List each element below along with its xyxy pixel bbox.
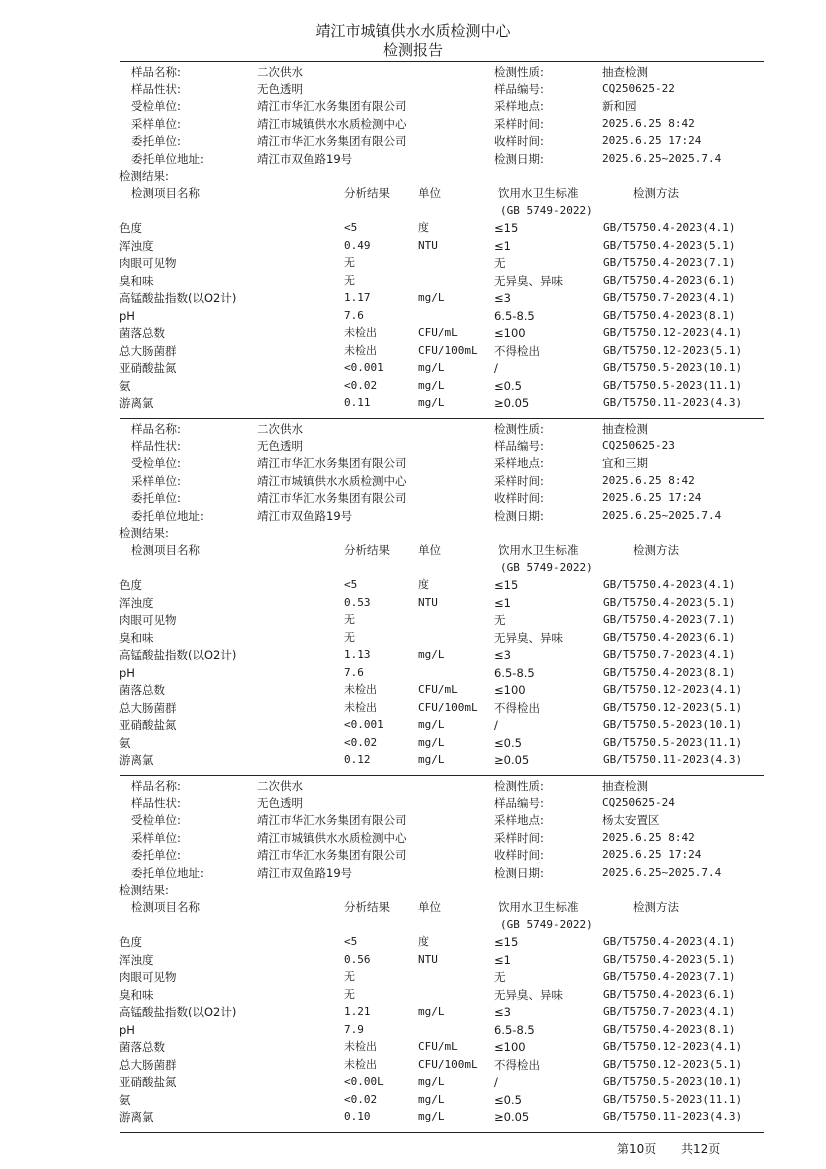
item-result: 1.17 (344, 291, 371, 304)
item-unit: NTU (418, 595, 438, 609)
item-result: 无 (344, 256, 355, 269)
item-name: pH (119, 1022, 135, 1037)
value-sample-no: CQ250625-24 (602, 796, 675, 809)
item-method: GB/T5750.4-2023(5.1) (603, 595, 736, 609)
item-unit: mg/L (418, 718, 445, 731)
value-sampling-time: 2025.6.25 8:42 (602, 831, 695, 844)
item-standard: / (494, 361, 498, 375)
results-heading: 检测结果: (119, 526, 169, 540)
item-name: 总大肠菌群 (119, 343, 177, 358)
item-method: GB/T5750.12-2023(4.1) (603, 683, 743, 696)
col-header-item: 检测项目名称 (131, 186, 200, 200)
item-standard: 无 (494, 613, 506, 627)
value-sampling-unit: 靖江市城镇供水水质检测中心 (257, 474, 407, 488)
value-sampling-unit: 靖江市城镇供水水质检测中心 (257, 831, 407, 845)
item-name: 高锰酸盐指数(以O2计) (119, 648, 237, 662)
item-method: GB/T5750.4-2023(4.1) (603, 935, 736, 948)
item-name: 臭和味 (119, 987, 154, 1002)
item-unit: mg/L (418, 1075, 445, 1088)
item-method: GB/T5750.4-2023(8.1) (603, 308, 736, 322)
value-sample-no: CQ250625-22 (602, 82, 675, 95)
item-unit: 度 (418, 935, 429, 948)
item-result: 无 (344, 273, 355, 287)
item-name: 臭和味 (119, 630, 154, 645)
item-name: 高锰酸盐指数(以O2计) (119, 1005, 237, 1019)
item-unit: mg/L (418, 396, 445, 409)
col-header-result: 分析结果 (344, 900, 390, 914)
col-header-method: 检测方法 (633, 900, 679, 914)
value-receive-time: 2025.6.25 17:24 (602, 491, 702, 504)
value-sample-name: 二次供水 (257, 779, 303, 793)
value-test-date: 2025.6.25~2025.7.4 (602, 866, 722, 879)
item-result: 无 (344, 987, 355, 1001)
item-method: GB/T5750.11-2023(4.3) (603, 1110, 743, 1123)
item-standard: ≤3 (494, 648, 511, 662)
item-method: GB/T5750.12-2023(5.1) (603, 343, 743, 357)
col-header-unit: 单位 (418, 900, 441, 914)
value-test-date: 2025.6.25~2025.7.4 (602, 152, 722, 165)
item-unit: CFU/mL (418, 1040, 458, 1053)
item-method: GB/T5750.4-2023(6.1) (603, 987, 736, 1001)
item-method: GB/T5750.4-2023(6.1) (603, 630, 736, 644)
item-name: 亚硝酸盐氮 (119, 1075, 177, 1089)
col-header-standard-ref: (GB 5749-2022) (500, 918, 593, 931)
item-unit: mg/L (418, 753, 445, 766)
item-name: 浑浊度 (119, 952, 154, 967)
item-name: 氨 (119, 378, 131, 393)
value-sample-property: 无色透明 (257, 796, 303, 810)
item-standard: 6.5-8.5 (494, 665, 535, 680)
item-name: 肉眼可见物 (119, 256, 177, 270)
item-method: GB/T5750.4-2023(7.1) (603, 970, 736, 983)
results-heading: 检测结果: (119, 883, 169, 897)
item-standard: 无 (494, 256, 506, 270)
item-result: 0.11 (344, 396, 371, 409)
value-client-unit: 靖江市华汇水务集团有限公司 (257, 491, 407, 505)
value-inspected-unit: 靖江市华汇水务集团有限公司 (257, 813, 407, 827)
label-client-address: 委托单位地址: (131, 509, 204, 523)
item-result: 无 (344, 630, 355, 644)
value-inspected-unit: 靖江市华汇水务集团有限公司 (257, 456, 407, 470)
item-result: 7.6 (344, 665, 364, 679)
item-unit: CFU/mL (418, 683, 458, 696)
item-method: GB/T5750.5-2023(11.1) (603, 378, 743, 392)
item-result: <0.001 (344, 718, 384, 731)
value-receive-time: 2025.6.25 17:24 (602, 134, 702, 147)
item-unit: 度 (418, 578, 429, 591)
page-total: 共12页 (681, 1142, 721, 1156)
label-sample-no: 样品编号: (494, 439, 544, 453)
label-sampling-time: 采样时间: (494, 831, 544, 845)
item-name: 色度 (119, 221, 142, 235)
label-sample-property: 样品性状: (131, 796, 181, 810)
report-org-title: 靖江市城镇供水水质检测中心 (315, 22, 511, 40)
value-sample-property: 无色透明 (257, 439, 303, 453)
label-sample-no: 样品编号: (494, 82, 544, 96)
item-method: GB/T5750.4-2023(6.1) (603, 273, 736, 287)
item-standard: ≤1 (494, 952, 511, 967)
value-sampling-site: 新和园 (602, 99, 637, 113)
item-method: GB/T5750.4-2023(8.1) (603, 665, 736, 679)
item-result: 0.49 (344, 238, 371, 252)
item-result: 无 (344, 970, 355, 983)
sample-section (0, 0, 826, 410)
value-sample-name: 二次供水 (257, 422, 303, 436)
item-method: GB/T5750.4-2023(7.1) (603, 256, 736, 269)
label-sample-property: 样品性状: (131, 439, 181, 453)
item-name: 浑浊度 (119, 238, 154, 253)
item-unit: NTU (418, 952, 438, 966)
item-standard: ≥0.05 (494, 396, 530, 410)
item-method: GB/T5750.12-2023(5.1) (603, 700, 743, 714)
item-result: 7.6 (344, 308, 364, 322)
item-name: 氨 (119, 1092, 131, 1107)
value-inspected-unit: 靖江市华汇水务集团有限公司 (257, 99, 407, 113)
item-name: 浑浊度 (119, 595, 154, 610)
item-result: 未检出 (344, 343, 377, 357)
col-header-unit: 单位 (418, 543, 441, 557)
value-sampling-site: 宜和三期 (602, 456, 648, 470)
report-title: 检测报告 (382, 41, 443, 59)
label-client-address: 委托单位地址: (131, 866, 204, 880)
label-receive-time: 收样时间: (494, 491, 544, 505)
item-standard: ≤15 (494, 578, 519, 592)
item-unit: mg/L (418, 1110, 445, 1123)
col-header-result: 分析结果 (344, 543, 390, 557)
item-standard: ≤1 (494, 595, 511, 610)
label-test-date: 检测日期: (494, 509, 544, 523)
item-method: GB/T5750.4-2023(4.1) (603, 578, 736, 591)
item-method: GB/T5750.5-2023(11.1) (603, 1092, 743, 1106)
item-standard: ≥0.05 (494, 753, 530, 767)
item-name: 色度 (119, 935, 142, 949)
value-sampling-unit: 靖江市城镇供水水质检测中心 (257, 117, 407, 131)
value-sampling-time: 2025.6.25 8:42 (602, 474, 695, 487)
item-result: <0.02 (344, 735, 378, 749)
item-standard: ≤3 (494, 291, 511, 305)
item-result: 未检出 (344, 700, 377, 714)
item-unit: mg/L (418, 648, 445, 661)
col-header-item: 检测项目名称 (131, 543, 200, 557)
item-result: <0.02 (344, 1092, 378, 1106)
value-test-nature: 抽查检测 (602, 422, 648, 436)
item-name: 肉眼可见物 (119, 613, 177, 627)
col-header-standard: 饮用水卫生标准 (498, 900, 579, 914)
item-standard: ≥0.05 (494, 1110, 530, 1124)
item-unit: mg/L (418, 291, 445, 304)
item-standard: / (494, 718, 498, 732)
item-result: 0.53 (344, 595, 371, 609)
label-sampling-unit: 采样单位: (131, 831, 181, 845)
value-test-date: 2025.6.25~2025.7.4 (602, 509, 722, 522)
item-method: GB/T5750.5-2023(10.1) (603, 1075, 743, 1088)
page-bottom-rule (120, 1132, 764, 1133)
item-standard: ≤100 (494, 683, 526, 697)
item-name: 色度 (119, 578, 142, 592)
item-result: 未检出 (344, 683, 377, 696)
item-result: <0.02 (344, 378, 378, 392)
item-standard: 6.5-8.5 (494, 308, 535, 323)
value-sampling-site: 杨太安置区 (602, 813, 660, 827)
item-standard: 无异臭、异味 (494, 273, 563, 288)
item-standard: ≤0.5 (494, 378, 522, 393)
label-client-unit: 委托单位: (131, 134, 181, 148)
item-standard: ≤1 (494, 238, 511, 253)
item-method: GB/T5750.4-2023(8.1) (603, 1022, 736, 1036)
item-standard: ≤3 (494, 1005, 511, 1019)
item-standard: 不得检出 (494, 343, 540, 358)
item-method: GB/T5750.4-2023(4.1) (603, 221, 736, 234)
col-header-item: 检测项目名称 (131, 900, 200, 914)
item-name: 臭和味 (119, 273, 154, 288)
item-method: GB/T5750.11-2023(4.3) (603, 753, 743, 766)
col-header-standard-ref: (GB 5749-2022) (500, 204, 593, 217)
item-standard: ≤0.5 (494, 735, 522, 750)
item-standard: ≤100 (494, 326, 526, 340)
label-sampling-site: 采样地点: (494, 813, 544, 827)
item-name: 游离氯 (119, 753, 154, 767)
item-name: 总大肠菌群 (119, 1057, 177, 1072)
value-client-address: 靖江市双鱼路19号 (257, 152, 353, 166)
label-sample-property: 样品性状: (131, 82, 181, 96)
item-standard: 不得检出 (494, 700, 540, 715)
item-name: pH (119, 308, 135, 323)
col-header-result: 分析结果 (344, 186, 390, 200)
label-sampling-time: 采样时间: (494, 474, 544, 488)
item-standard: 无 (494, 970, 506, 984)
sample-section (0, 357, 826, 767)
item-method: GB/T5750.12-2023(4.1) (603, 1040, 743, 1053)
label-sampling-unit: 采样单位: (131, 117, 181, 131)
item-method: GB/T5750.5-2023(11.1) (603, 735, 743, 749)
results-heading: 检测结果: (119, 169, 169, 183)
label-sample-name: 样品名称: (131, 65, 181, 79)
col-header-standard-ref: (GB 5749-2022) (500, 561, 593, 574)
value-test-nature: 抽查检测 (602, 65, 648, 79)
item-result: 未检出 (344, 326, 377, 339)
item-method: GB/T5750.5-2023(10.1) (603, 718, 743, 731)
label-sample-name: 样品名称: (131, 422, 181, 436)
col-header-standard: 饮用水卫生标准 (498, 186, 579, 200)
item-unit: mg/L (418, 1092, 445, 1106)
label-client-address: 委托单位地址: (131, 152, 204, 166)
item-result: 无 (344, 613, 355, 626)
item-result: 0.12 (344, 753, 371, 766)
value-client-address: 靖江市双鱼路19号 (257, 866, 353, 880)
item-standard: / (494, 1075, 498, 1089)
item-method: GB/T5750.4-2023(5.1) (603, 952, 736, 966)
label-receive-time: 收样时间: (494, 848, 544, 862)
item-method: GB/T5750.7-2023(4.1) (603, 1005, 736, 1018)
item-unit: mg/L (418, 361, 445, 374)
label-inspected-unit: 受检单位: (131, 813, 181, 827)
item-method: GB/T5750.12-2023(4.1) (603, 326, 743, 339)
item-standard: 无异臭、异味 (494, 987, 563, 1002)
col-header-method: 检测方法 (633, 543, 679, 557)
item-method: GB/T5750.12-2023(5.1) (603, 1057, 743, 1071)
item-unit: CFU/100mL (418, 1057, 478, 1071)
item-standard: ≤15 (494, 935, 519, 949)
item-method: GB/T5750.4-2023(7.1) (603, 613, 736, 626)
item-method: GB/T5750.7-2023(4.1) (603, 291, 736, 304)
label-receive-time: 收样时间: (494, 134, 544, 148)
sample-section (0, 714, 826, 1124)
label-test-nature: 检测性质: (494, 779, 544, 793)
item-method: GB/T5750.5-2023(10.1) (603, 361, 743, 374)
value-sampling-time: 2025.6.25 8:42 (602, 117, 695, 130)
item-unit: mg/L (418, 378, 445, 392)
item-unit: CFU/100mL (418, 700, 478, 714)
item-name: 总大肠菌群 (119, 700, 177, 715)
item-result: <5 (344, 935, 358, 948)
item-name: 亚硝酸盐氮 (119, 718, 177, 732)
item-name: 亚硝酸盐氮 (119, 361, 177, 375)
label-inspected-unit: 受检单位: (131, 99, 181, 113)
item-method: GB/T5750.4-2023(5.1) (603, 238, 736, 252)
item-name: 游离氯 (119, 396, 154, 410)
label-client-unit: 委托单位: (131, 491, 181, 505)
item-result: 未检出 (344, 1040, 377, 1053)
item-unit: CFU/mL (418, 326, 458, 339)
label-sampling-unit: 采样单位: (131, 474, 181, 488)
item-result: 1.21 (344, 1005, 371, 1018)
item-standard: 不得检出 (494, 1057, 540, 1072)
label-test-nature: 检测性质: (494, 65, 544, 79)
item-name: 肉眼可见物 (119, 970, 177, 984)
label-sample-no: 样品编号: (494, 796, 544, 810)
item-method: GB/T5750.11-2023(4.3) (603, 396, 743, 409)
item-result: 0.10 (344, 1110, 371, 1123)
item-result: 未检出 (344, 1057, 377, 1071)
item-unit: mg/L (418, 1005, 445, 1018)
label-test-nature: 检测性质: (494, 422, 544, 436)
item-name: pH (119, 665, 135, 680)
value-test-nature: 抽查检测 (602, 779, 648, 793)
item-result: <0.00L (344, 1075, 384, 1088)
value-receive-time: 2025.6.25 17:24 (602, 848, 702, 861)
item-name: 菌落总数 (119, 1040, 165, 1054)
item-standard: 6.5-8.5 (494, 1022, 535, 1037)
item-result: 7.9 (344, 1022, 364, 1036)
value-client-unit: 靖江市华汇水务集团有限公司 (257, 848, 407, 862)
label-test-date: 检测日期: (494, 866, 544, 880)
item-result: <5 (344, 578, 358, 591)
label-client-unit: 委托单位: (131, 848, 181, 862)
item-unit: CFU/100mL (418, 343, 478, 357)
item-result: 1.13 (344, 648, 371, 661)
value-sample-name: 二次供水 (257, 65, 303, 79)
value-client-address: 靖江市双鱼路19号 (257, 509, 353, 523)
item-method: GB/T5750.7-2023(4.1) (603, 648, 736, 661)
label-sample-name: 样品名称: (131, 779, 181, 793)
value-sample-property: 无色透明 (257, 82, 303, 96)
label-inspected-unit: 受检单位: (131, 456, 181, 470)
page-number: 第10页 (617, 1142, 657, 1156)
label-sampling-site: 采样地点: (494, 99, 544, 113)
item-unit: 度 (418, 221, 429, 234)
col-header-method: 检测方法 (633, 186, 679, 200)
value-sample-no: CQ250625-23 (602, 439, 675, 452)
item-unit: NTU (418, 238, 438, 252)
item-name: 菌落总数 (119, 326, 165, 340)
item-result: 0.56 (344, 952, 371, 966)
item-name: 游离氯 (119, 1110, 154, 1124)
col-header-standard: 饮用水卫生标准 (498, 543, 579, 557)
item-result: <0.001 (344, 361, 384, 374)
item-standard: 无异臭、异味 (494, 630, 563, 645)
label-sampling-time: 采样时间: (494, 117, 544, 131)
item-name: 高锰酸盐指数(以O2计) (119, 291, 237, 305)
label-sampling-site: 采样地点: (494, 456, 544, 470)
item-unit: mg/L (418, 735, 445, 749)
value-client-unit: 靖江市华汇水务集团有限公司 (257, 134, 407, 148)
item-name: 氨 (119, 735, 131, 750)
label-test-date: 检测日期: (494, 152, 544, 166)
item-standard: ≤0.5 (494, 1092, 522, 1107)
item-standard: ≤15 (494, 221, 519, 235)
item-standard: ≤100 (494, 1040, 526, 1054)
col-header-unit: 单位 (418, 186, 441, 200)
item-name: 菌落总数 (119, 683, 165, 697)
item-result: <5 (344, 221, 358, 234)
